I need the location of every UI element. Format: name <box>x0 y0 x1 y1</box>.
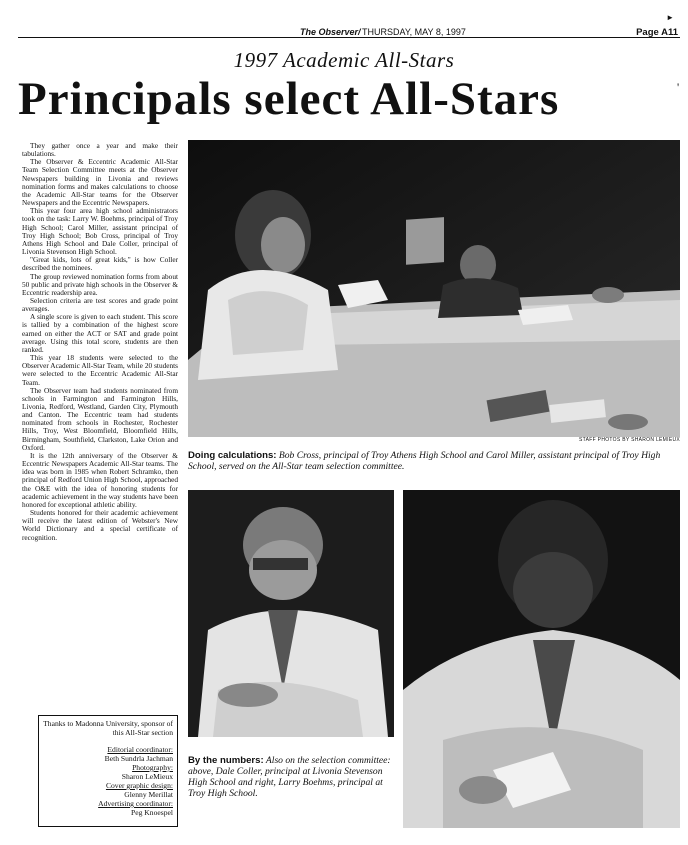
credit-role: Photography: <box>132 763 173 772</box>
credit-role: Cover graphic design: <box>105 781 173 790</box>
main-caption <box>188 450 668 472</box>
credit-name: Glenny Merillat <box>124 790 173 799</box>
credit-name: Beth Sundrla Jachman <box>104 754 173 763</box>
section-kicker: 1997 Academic All-Stars <box>233 48 455 72</box>
coller-photo <box>188 490 394 737</box>
credit-role: Editorial coordinator: <box>107 745 173 754</box>
body-paragraph: Students honored for their academic achievement will receive the latest edition of Webster's New World Dictionary and a special certificate of recognition. <box>22 508 178 542</box>
credit-role: Advertising coordinator: <box>98 799 173 808</box>
credit-name: Sharon LeMieux <box>121 772 173 781</box>
body-paragraph: It is the 12th anniversary of the Observer & Eccentric Newspapers Academic All-Star teams. The idea was born in 1985 when Robert Schramko, then principal of Redford Union High School, approached the O&E with the idea of honoring students for academic achievement in the way students have been honored for exceptional athletic ability. <box>22 450 178 509</box>
caption-text: Also on the selection committee: above, Dale Coller, principal at Livonia Stevenson High School and right, Larry Boehms, principal at Troy High School. <box>188 755 391 799</box>
page-number: Page A11 <box>636 27 678 38</box>
publication-name: The Observer/ <box>300 27 361 37</box>
body-paragraph: A single score is given to each student. This score is tallied by a combination of the highest score earned on either the ACT or SAT and grade point average. Using this total score, students are then ranked. <box>22 312 178 354</box>
body-paragraph: This year four area high school administrators took on the task: Larry W. Boehms, principal of Troy High School; Carol Miller, assistant principal of Troy High School; Bob Cross, principal of Troy Athens High School and Dale Coller, principal of Livonia Stevenson High School. <box>22 206 178 257</box>
credit-name: Peg Knoespel <box>131 808 173 817</box>
caption-lead: Doing calculations: <box>188 450 277 461</box>
headline: Principals select All-Stars <box>18 73 560 125</box>
body-paragraph: The Observer team had students nominated from schools in Farmington and Farmington Hills, Livonia, Redford, Westland, Garden City, Plymouth and Canton. The Eccentric team had students nominated from schools in Rochester, Rochester Hills, Troy, West Bloomfield, Bloomfield Hills, Birmingham, Southfield, Clarkston, Lake Orion and Oxford. <box>22 385 178 452</box>
body-paragraph: They gather once a year and make their tabulations. <box>22 141 178 159</box>
corner-mark: ► <box>666 13 674 22</box>
committee-photo <box>188 140 680 437</box>
masthead-rule <box>18 37 680 38</box>
caption-lead: By the numbers: <box>188 755 264 766</box>
body-paragraph: Selection criteria are test scores and grade point averages. <box>22 295 178 314</box>
issue-date: THURSDAY, MAY 8, 1997 <box>362 27 466 37</box>
caption-text: Bob Cross, principal of Troy Athens High School and Carol Miller, assistant principal of Troy High School, served on the All-Star team selection committee. <box>188 450 661 472</box>
credits-box <box>38 715 178 827</box>
body-paragraph: The Observer & Eccentric Academic All-Star Team Selection Committee meets at the Observer Newspapers building in Livonia and reviews nomination forms and makes calculations to choose the Academic All-Star teams for the Observer Newspapers and the Eccentric Newspapers. <box>22 157 178 208</box>
headline-mark: ' <box>677 80 680 94</box>
body-paragraph: The group reviewed nomination forms from about 50 public and private high schools in the Observer & Eccentric readership area. <box>22 271 178 297</box>
body-paragraph: This year 18 students were selected to the Observer Academic All-Star Team, while 20 students were selected to the Eccentric Academic All-Star Team. <box>22 353 178 387</box>
body-paragraph: "Great kids, lots of great kids," is how Coller described the nominees. <box>22 255 178 273</box>
secondary-caption <box>188 755 398 799</box>
sponsor-thanks: Thanks to Madonna University, sponsor of this All-Star section <box>43 719 173 737</box>
article-body <box>22 142 178 542</box>
photo-credit: STAFF PHOTOS BY SHARON LEMIEUX <box>579 437 680 443</box>
boehms-photo <box>403 490 680 828</box>
